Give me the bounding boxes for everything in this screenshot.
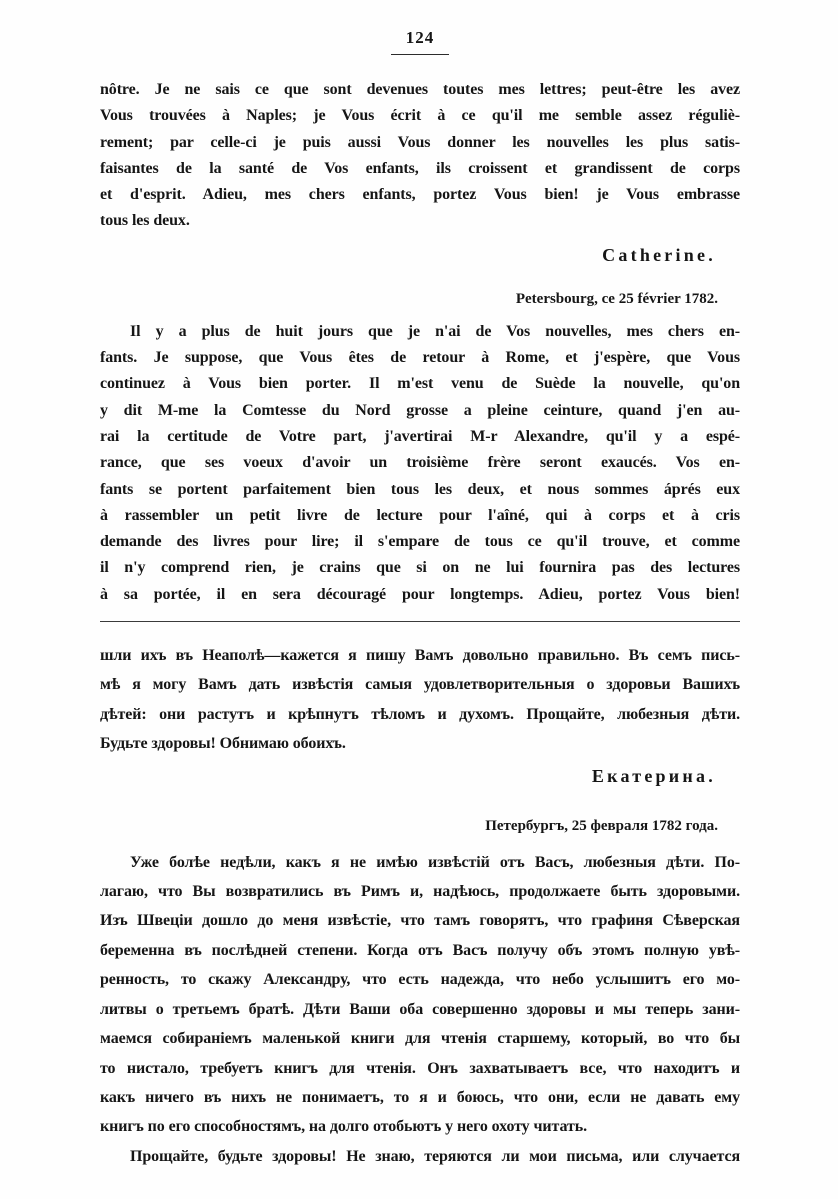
section-divider-rule bbox=[100, 621, 740, 622]
page-number-rule bbox=[391, 54, 449, 55]
russian-paragraph-1 bbox=[100, 641, 740, 759]
text-line: et d'esprit. Adieu, mes chers enfants, portez Vous bien! je Vous embrasse bbox=[100, 186, 740, 204]
russian-paragraph-3 bbox=[100, 1142, 740, 1171]
text-line: rement; par celle-ci je puis aussi Vous donner les nouvelles les plus satis- bbox=[100, 133, 740, 151]
french-dateline: Petersbourg, ce 25 février 1782. bbox=[515, 290, 718, 307]
text-line: rai la certitude de Votre part, j'avertirai M-r Alexandre, qu'il y a espé- bbox=[100, 427, 740, 445]
text-line: шли ихъ въ Неаполѣ—кажется я пишу Вамъ довольно правильно. Въ семъ пись- bbox=[100, 647, 740, 665]
russian-letter-section bbox=[100, 641, 740, 1171]
text-line: ренность, то скажу Александру, что есть надежда, что небо услышитъ его мо- bbox=[100, 971, 740, 989]
text-line: беременна въ послѣдней степени. Когда отъ Васъ получу объ этомъ полную увѣ- bbox=[100, 941, 740, 959]
text-line: nôtre. Je ne sais ce que sont devenues toutes mes lettres; peut-être les avez bbox=[100, 81, 740, 98]
text-line: литвы о третьемъ братѣ. Дѣти Ваши оба совершенно здоровы и мы теперь зани- bbox=[100, 1000, 740, 1018]
text-line: fants. Je suppose, que Vous êtes de retour à Rome, et j'espère, que Vous bbox=[100, 349, 740, 367]
text-line: мѣ я могу Вамъ дать извѣстія самыя удовлетворительныя о здоровьи Вашихъ bbox=[100, 676, 740, 694]
russian-signature: Екатерина. bbox=[591, 765, 716, 786]
page-number: 124 bbox=[405, 28, 435, 47]
text-line: какъ ничего въ нихъ не понимаетъ, то я и боюсь, что они, если не давать ему bbox=[100, 1088, 740, 1106]
text-line: дѣтей: они растутъ и крѣпнутъ тѣломъ и духомъ. Прощайте, любезныя дѣти. bbox=[100, 705, 740, 723]
text-line: à rassembler un petit livre de lecture pour l'aîné, qui à corps et à cris bbox=[100, 506, 740, 524]
text-line: Уже болѣе недѣли, какъ я не имѣю извѣстій отъ Васъ, любезныя дѣти. По- bbox=[130, 853, 740, 871]
text-line: лагаю, что Вы возвратились въ Римъ и, надѣюсь, продолжаете быть здоровыми. bbox=[100, 883, 740, 901]
text-line: маемся собираніемъ маленькой книги для чтенія старшему, который, во что бы bbox=[100, 1030, 740, 1048]
text-line: demande des livres pour lire; il s'empare de tous ce qu'il trouve, et comme bbox=[100, 533, 740, 551]
french-paragraph-2 bbox=[100, 319, 740, 608]
text-line: Il y a plus de huit jours que je n'ai de Vos nouvelles, mes chers en- bbox=[130, 322, 740, 340]
text-line: fants se portent parfaitement bien tous les deux, et nous sommes áprés eux bbox=[100, 480, 740, 498]
text-line: continuez à Vous bien porter. Il m'est venu de Suède la nouvelle, qu'on bbox=[100, 375, 740, 393]
russian-paragraph-2 bbox=[100, 848, 740, 1142]
text-line: faisantes de la santé de Vos enfants, ils croissent et grandissent de corps bbox=[100, 159, 740, 177]
text-line: Изъ Швеціи дошло до меня извѣстіе, что тамъ говорятъ, что графиня Сѣверская bbox=[100, 912, 740, 930]
text-line: tous les deux. bbox=[100, 212, 190, 230]
text-line: Vous trouvées à Naples; je Vous écrit à ce qu'il me semble assez réguliè- bbox=[100, 107, 740, 125]
french-letter-section bbox=[100, 77, 740, 608]
french-signature: Catherine. bbox=[602, 244, 716, 265]
text-line: il n'y comprend rien, je crains que si on ne lui fournira pas des lectures bbox=[100, 559, 740, 577]
text-line: Будьте здоровы! Обнимаю обоихъ. bbox=[100, 735, 346, 753]
text-line: книгъ по его способностямъ, на долго отобьютъ у него охоту читать. bbox=[100, 1118, 587, 1136]
text-line: то нистало, требуетъ книгъ для чтенія. Онъ захватываетъ все, что находитъ и bbox=[100, 1059, 740, 1077]
text-line: y dit M-me la Comtesse du Nord grosse a pleine ceinture, quand j'en au- bbox=[100, 401, 740, 419]
russian-dateline: Петербургъ, 25 февраля 1782 года. bbox=[485, 817, 718, 834]
text-line: à sa portée, il en sera découragé pour longtemps. Adieu, portez Vous bien! bbox=[100, 585, 740, 603]
french-paragraph-1 bbox=[100, 77, 740, 235]
text-line: rance, que ses voeux d'avoir un troisième frère seront exaucés. Vos en- bbox=[100, 454, 740, 472]
text-line: Прощайте, будьте здоровы! Не знаю, теряются ли мои письма, или случается bbox=[130, 1147, 740, 1165]
